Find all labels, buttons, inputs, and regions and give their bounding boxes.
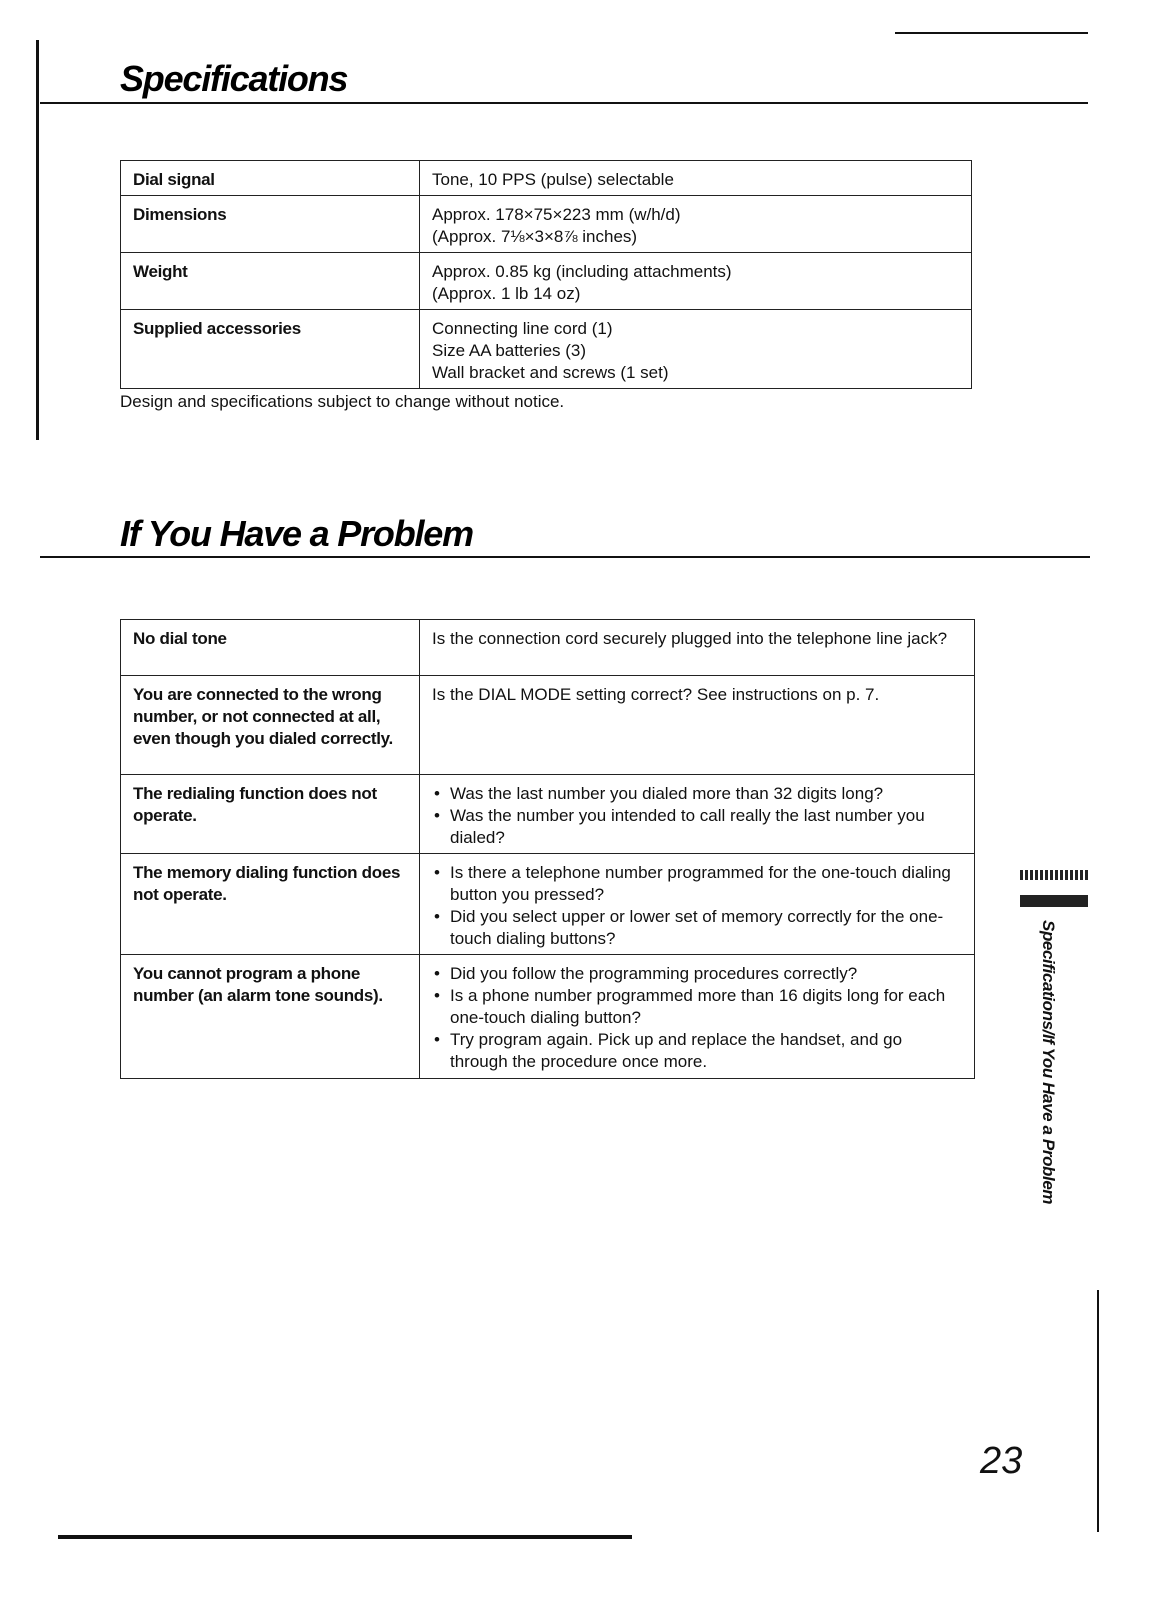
side-tab-label: Specifications/If You Have a Problem bbox=[1039, 920, 1058, 1205]
problem-solution bbox=[420, 854, 975, 955]
spec-value-line: Approx. 0.85 kg (including attachments) bbox=[432, 262, 732, 281]
solution-bullet: • Is there a telephone number programmed for the one-touch dialing button you pressed? bbox=[432, 862, 964, 906]
spec-label: Dimensions bbox=[121, 196, 420, 253]
spec-value-line: Size AA batteries (3) bbox=[432, 341, 587, 360]
problem-table bbox=[120, 619, 975, 1079]
problem-row-redialing bbox=[121, 775, 975, 854]
specifications-underline bbox=[40, 102, 1088, 104]
problem-underline bbox=[40, 556, 1090, 558]
solution-bullet: • Did you select upper or lower set of memory correctly for the one-touch dialing buttons? bbox=[432, 906, 964, 950]
spec-row-dimensions bbox=[121, 196, 972, 253]
specifications-note: Design and specifications subject to change without notice. bbox=[120, 392, 565, 411]
solution-bullet-list bbox=[432, 783, 964, 849]
spec-value-line: Wall bracket and screws (1 set) bbox=[432, 363, 669, 382]
solution-bullet: • Did you follow the programming procedures correctly? bbox=[432, 963, 964, 985]
spec-label: Dial signal bbox=[121, 161, 420, 196]
right-edge-bar bbox=[1097, 1290, 1099, 1532]
problem-row-cannot-program bbox=[121, 955, 975, 1079]
spec-value-line: Approx. 178×75×223 mm (w/h/d) bbox=[432, 205, 681, 224]
problem-row-no-dial-tone bbox=[121, 620, 975, 676]
problem-solution bbox=[420, 676, 975, 775]
problem-row-memory-dialing bbox=[121, 854, 975, 955]
problem-label: No dial tone bbox=[121, 620, 420, 676]
solution-bullet-list bbox=[432, 862, 964, 950]
spec-value bbox=[420, 161, 972, 196]
left-margin-bar bbox=[36, 40, 39, 440]
spec-row-supplied-accessories bbox=[121, 310, 972, 389]
spec-value-line: Tone, 10 PPS (pulse) selectable bbox=[432, 170, 674, 189]
solution-text: Is the connection cord securely plugged into the telephone line jack? bbox=[432, 629, 948, 648]
problem-label: The memory dialing function does not operate. bbox=[121, 854, 420, 955]
specifications-table bbox=[120, 160, 972, 389]
problem-row-wrong-number bbox=[121, 676, 975, 775]
spec-row-dial-signal bbox=[121, 161, 972, 196]
spec-value bbox=[420, 253, 972, 310]
top-right-rule bbox=[895, 32, 1088, 34]
solution-bullet: • Was the number you intended to call really the last number you dialed? bbox=[432, 805, 964, 849]
problem-solution bbox=[420, 620, 975, 676]
problem-solution bbox=[420, 955, 975, 1079]
page-number: 23 bbox=[980, 1440, 1023, 1482]
problem-solution bbox=[420, 775, 975, 854]
solution-text: Is the DIAL MODE setting correct? See instructions on p. 7. bbox=[432, 685, 880, 704]
problem-label: The redialing function does not operate. bbox=[121, 775, 420, 854]
spec-value-line: (Approx. 7⅛×3×8⅞ inches) bbox=[432, 227, 638, 246]
spec-row-weight bbox=[121, 253, 972, 310]
spec-value-line: Connecting line cord (1) bbox=[432, 319, 613, 338]
spec-value-line: (Approx. 1 lb 14 oz) bbox=[432, 284, 581, 303]
side-tab-marker bbox=[1020, 895, 1088, 907]
side-tab-marker bbox=[1020, 870, 1090, 880]
solution-bullet: • Is a phone number programmed more than 16 digits long for each one-touch dialing button? bbox=[432, 985, 964, 1029]
specifications-title: Specifications bbox=[120, 58, 348, 99]
problem-label: You are connected to the wrong number, or not connected at all, even though you dialed correctly. bbox=[121, 676, 420, 775]
spec-label: Supplied accessories bbox=[121, 310, 420, 389]
problem-label: You cannot program a phone number (an alarm tone sounds). bbox=[121, 955, 420, 1079]
spec-value bbox=[420, 196, 972, 253]
spec-label: Weight bbox=[121, 253, 420, 310]
bottom-rule bbox=[58, 1535, 632, 1539]
spec-value bbox=[420, 310, 972, 389]
solution-bullet: • Try program again. Pick up and replace the handset, and go through the procedure once more. bbox=[432, 1029, 964, 1073]
solution-bullet: • Was the last number you dialed more than 32 digits long? bbox=[432, 783, 964, 805]
solution-bullet-list bbox=[432, 963, 964, 1073]
problem-title: If You Have a Problem bbox=[120, 513, 473, 554]
